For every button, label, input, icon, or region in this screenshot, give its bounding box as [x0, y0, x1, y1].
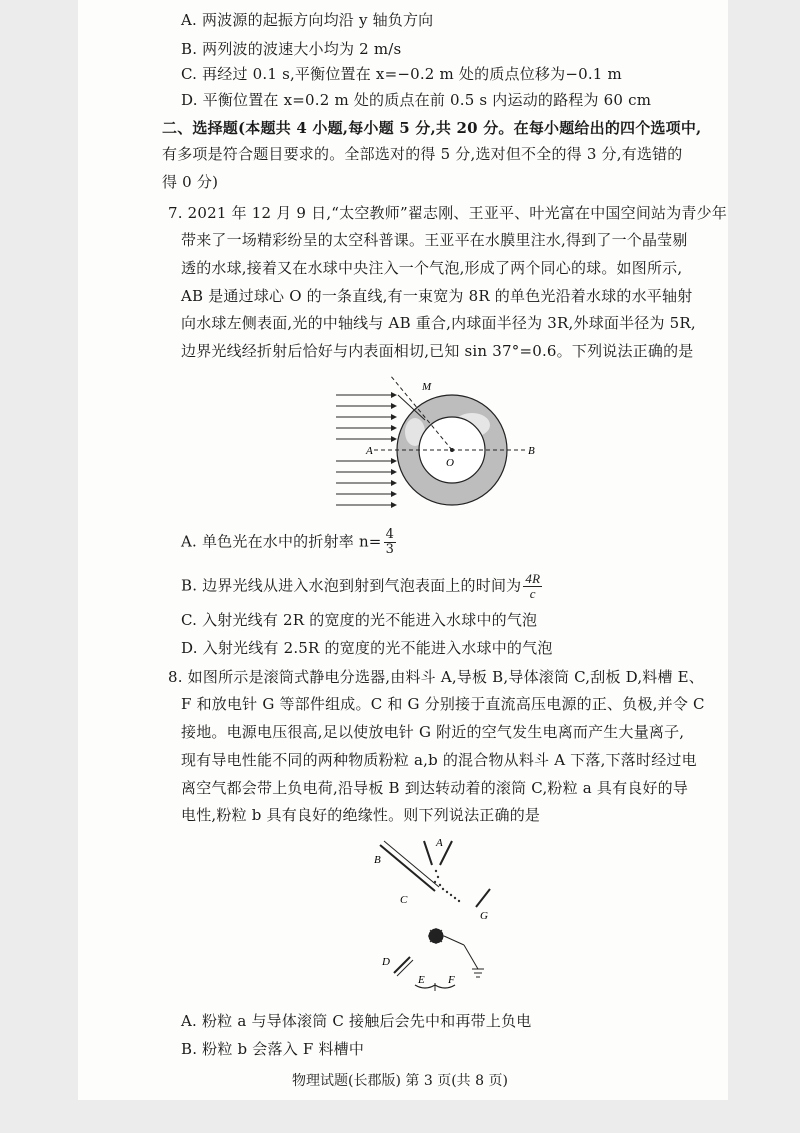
q7-line-1: 7. 2021 年 12 月 9 日,“太空教师”翟志刚、王亚平、叶光富在中国空间站为青少年	[168, 204, 728, 222]
label-b: B	[374, 854, 381, 866]
prev-option-b: B. 两列波的波速大小均为 2 m/s	[181, 40, 402, 58]
q8-line-5: 离空气都会带上负电荷,沿导板 B 到达转动着的滚筒 C,粉粒 a 具有良好的导	[181, 779, 689, 797]
label-b: B	[528, 445, 535, 457]
section2-line3: 得 0 分)	[162, 173, 219, 191]
q7-option-a-num: 4	[385, 527, 395, 542]
page-footer: 物理试题(长郡版) 第 3 页(共 8 页)	[292, 1073, 508, 1089]
q7-option-a-text: A. 单色光在水中的折射率 n=	[181, 532, 382, 551]
plate-g	[476, 889, 490, 907]
q7-option-a	[181, 528, 396, 557]
q8-line-1: 8. 如图所示是滚筒式静电分选器,由料斗 A,导板 B,导体滚筒 C,刮板 D,料槽 E、	[168, 668, 705, 686]
center-o	[450, 448, 454, 452]
q8-option-a: A. 粉粒 a 与导体滚筒 C 接触后会先中和再带上负电	[181, 1012, 532, 1030]
label-o: O	[446, 457, 454, 469]
section2-line2: 有多项是符合题目要求的。全部选对的得 5 分,选对但不全的得 3 分,有选错的	[162, 145, 683, 163]
q8-figure	[360, 833, 510, 1003]
q7-option-b-den: c	[529, 586, 536, 601]
q8-line-2: F 和放电针 G 等部件组成。C 和 G 分别接于直流高压电源的正、负极,并令 C	[181, 695, 705, 713]
label-e: E	[418, 974, 425, 986]
q7-line-6: 边界光线经折射后恰好与内表面相切,已知 sin 37°=0.6。下列说法正确的是	[181, 342, 694, 360]
q7-option-c: C. 入射光线有 2R 的宽度的光不能进入水球中的气泡	[181, 611, 538, 629]
q7-option-d: D. 入射光线有 2.5R 的宽度的光不能进入水球中的气泡	[181, 639, 553, 657]
label-a: A	[436, 837, 443, 849]
q7-option-a-den: 3	[385, 542, 395, 557]
q7-option-b-text: B. 边界光线从进入水泡到射到气泡表面上的时间为	[181, 576, 522, 595]
q8-line-4: 现有导电性能不同的两种物质粉粒 a,b 的混合物从料斗 A 下落,下落时经过电	[181, 751, 697, 769]
q7-option-b	[181, 572, 542, 601]
label-a: A	[366, 445, 373, 457]
prev-option-c: C. 再经过 0.1 s,平衡位置在 x=−0.2 m 处的质点位移为−0.1 m	[181, 65, 622, 83]
hopper-a-left	[424, 841, 432, 865]
q7-line-4: AB 是通过球心 O 的一条直线,有一束宽为 8R 的单色光沿着水球的水平轴射	[181, 287, 693, 305]
label-g: G	[480, 910, 488, 922]
prev-option-a: A. 两波源的起振方向均沿 y 轴负方向	[181, 11, 434, 29]
q7-line-3: 透的水球,接着又在水球中央注入一个气泡,形成了两个同心的球。如图所示,	[181, 259, 683, 277]
q7-option-a-fraction	[384, 528, 396, 557]
label-c: C	[400, 894, 408, 906]
q7-option-b-num: 4R	[525, 571, 541, 586]
label-m: M	[422, 381, 432, 393]
label-d: D	[382, 956, 390, 968]
q8-option-b: B. 粉粒 b 会落入 F 料槽中	[181, 1040, 365, 1058]
q8-line-3: 接地。电源电压很高,足以使放电针 G 附近的空气发生电离而产生大量离子,	[181, 723, 685, 741]
discharge-needle	[428, 928, 484, 977]
q7-option-b-fraction	[523, 572, 542, 601]
q7-line-2: 带来了一场精彩纷呈的太空科普课。王亚平在水膜里注水,得到了一个晶莹剔	[181, 231, 688, 249]
q7-figure	[330, 370, 560, 510]
q8-line-6: 电性,粉粒 b 具有良好的绝缘性。则下列说法正确的是	[181, 806, 541, 824]
q7-line-5: 向水球左侧表面,光的中轴线与 AB 重合,内球面半径为 3R,外球面半径为 5R,	[181, 314, 696, 332]
label-f: F	[448, 974, 455, 986]
section2-line1: 二、选择题(本题共 4 小题,每小题 5 分,共 20 分。在每小题给出的四个选项中,	[162, 119, 702, 137]
prev-option-d: D. 平衡位置在 x=0.2 m 处的质点在前 0.5 s 内运动的路程为 60 cm	[181, 91, 652, 109]
